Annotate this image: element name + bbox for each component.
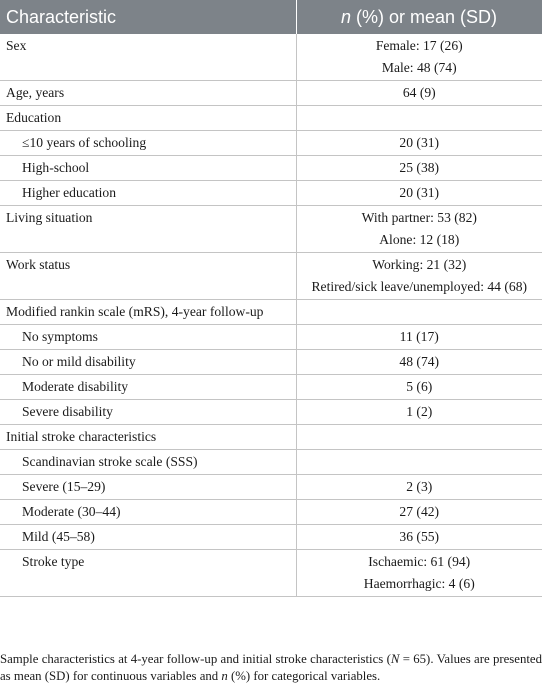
row-value: 2 (3) bbox=[296, 475, 542, 500]
header-characteristic: Characteristic bbox=[0, 0, 296, 34]
row-label: Stroke type bbox=[0, 550, 296, 597]
table-row bbox=[0, 450, 542, 475]
row-value: 25 (38) bbox=[296, 156, 542, 181]
row-label: Scandinavian stroke scale (SSS) bbox=[0, 450, 296, 475]
table-row bbox=[0, 106, 542, 131]
value-line: Ischaemic: 61 (94) bbox=[368, 554, 471, 569]
row-label: Modified rankin scale (mRS), 4-year follow-up bbox=[0, 300, 296, 325]
row-value bbox=[296, 34, 542, 81]
caption-part-2: = 65). Values are presented as mean (SD) for continuous variables and bbox=[0, 652, 542, 683]
caption-n-symbol-2: n bbox=[221, 669, 228, 683]
row-value bbox=[296, 425, 542, 450]
header-statistic bbox=[296, 0, 542, 34]
row-label: Severe disability bbox=[0, 400, 296, 425]
header-statistic-rest: (%) or mean (SD) bbox=[350, 6, 498, 27]
table-row bbox=[0, 206, 542, 253]
table-row bbox=[0, 181, 542, 206]
row-value bbox=[296, 300, 542, 325]
row-label: Work status bbox=[0, 253, 296, 300]
table-row bbox=[0, 253, 542, 300]
table-row bbox=[0, 300, 542, 325]
row-label: Moderate disability bbox=[0, 375, 296, 400]
value-line: Working: 21 (32) bbox=[372, 257, 467, 272]
row-label: High-school bbox=[0, 156, 296, 181]
row-label: No symptoms bbox=[0, 325, 296, 350]
row-label: Living situation bbox=[0, 206, 296, 253]
caption-part-1: Sample characteristics at 4-year follow-up and initial stroke characteristics ( bbox=[0, 652, 391, 666]
table-row bbox=[0, 34, 542, 81]
caption-part-3: (%) for categorical variables. bbox=[227, 669, 381, 683]
value-line: Alone: 12 (18) bbox=[379, 232, 460, 247]
row-value bbox=[296, 106, 542, 131]
row-label: No or mild disability bbox=[0, 350, 296, 375]
caption-n-symbol: N bbox=[390, 652, 400, 666]
header-n-symbol: n bbox=[340, 6, 351, 27]
row-label: Sex bbox=[0, 34, 296, 81]
row-value: 11 (17) bbox=[296, 325, 542, 350]
table-row bbox=[0, 400, 542, 425]
table-row bbox=[0, 131, 542, 156]
value-line: Haemorrhagic: 4 (6) bbox=[363, 576, 475, 591]
row-label: Severe (15–29) bbox=[0, 475, 296, 500]
row-value bbox=[296, 206, 542, 253]
row-label: Education bbox=[0, 106, 296, 131]
table-row bbox=[0, 475, 542, 500]
table-caption bbox=[0, 651, 542, 685]
row-label: Age, years bbox=[0, 81, 296, 106]
row-value: 27 (42) bbox=[296, 500, 542, 525]
row-value: 48 (74) bbox=[296, 350, 542, 375]
table-row bbox=[0, 350, 542, 375]
value-line: Male: 48 (74) bbox=[381, 60, 457, 75]
table-row bbox=[0, 525, 542, 550]
table-row bbox=[0, 81, 542, 106]
value-line: Female: 17 (26) bbox=[375, 38, 463, 53]
row-label: Higher education bbox=[0, 181, 296, 206]
table-header-row bbox=[0, 0, 542, 34]
row-value bbox=[296, 450, 542, 475]
row-value: 36 (55) bbox=[296, 525, 542, 550]
row-value: 20 (31) bbox=[296, 181, 542, 206]
row-label: Mild (45–58) bbox=[0, 525, 296, 550]
row-value: 64 (9) bbox=[296, 81, 542, 106]
value-line: Retired/sick leave/unemployed: 44 (68) bbox=[311, 279, 528, 294]
row-label: ≤10 years of schooling bbox=[0, 131, 296, 156]
row-value bbox=[296, 550, 542, 597]
value-line: With partner: 53 (82) bbox=[361, 210, 477, 225]
table-row bbox=[0, 500, 542, 525]
table-row bbox=[0, 425, 542, 450]
row-value: 1 (2) bbox=[296, 400, 542, 425]
table-row bbox=[0, 325, 542, 350]
row-value: 5 (6) bbox=[296, 375, 542, 400]
row-label: Moderate (30–44) bbox=[0, 500, 296, 525]
table-row bbox=[0, 156, 542, 181]
row-value: 20 (31) bbox=[296, 131, 542, 156]
table-row bbox=[0, 550, 542, 597]
row-label: Initial stroke characteristics bbox=[0, 425, 296, 450]
table-row bbox=[0, 375, 542, 400]
row-value bbox=[296, 253, 542, 300]
